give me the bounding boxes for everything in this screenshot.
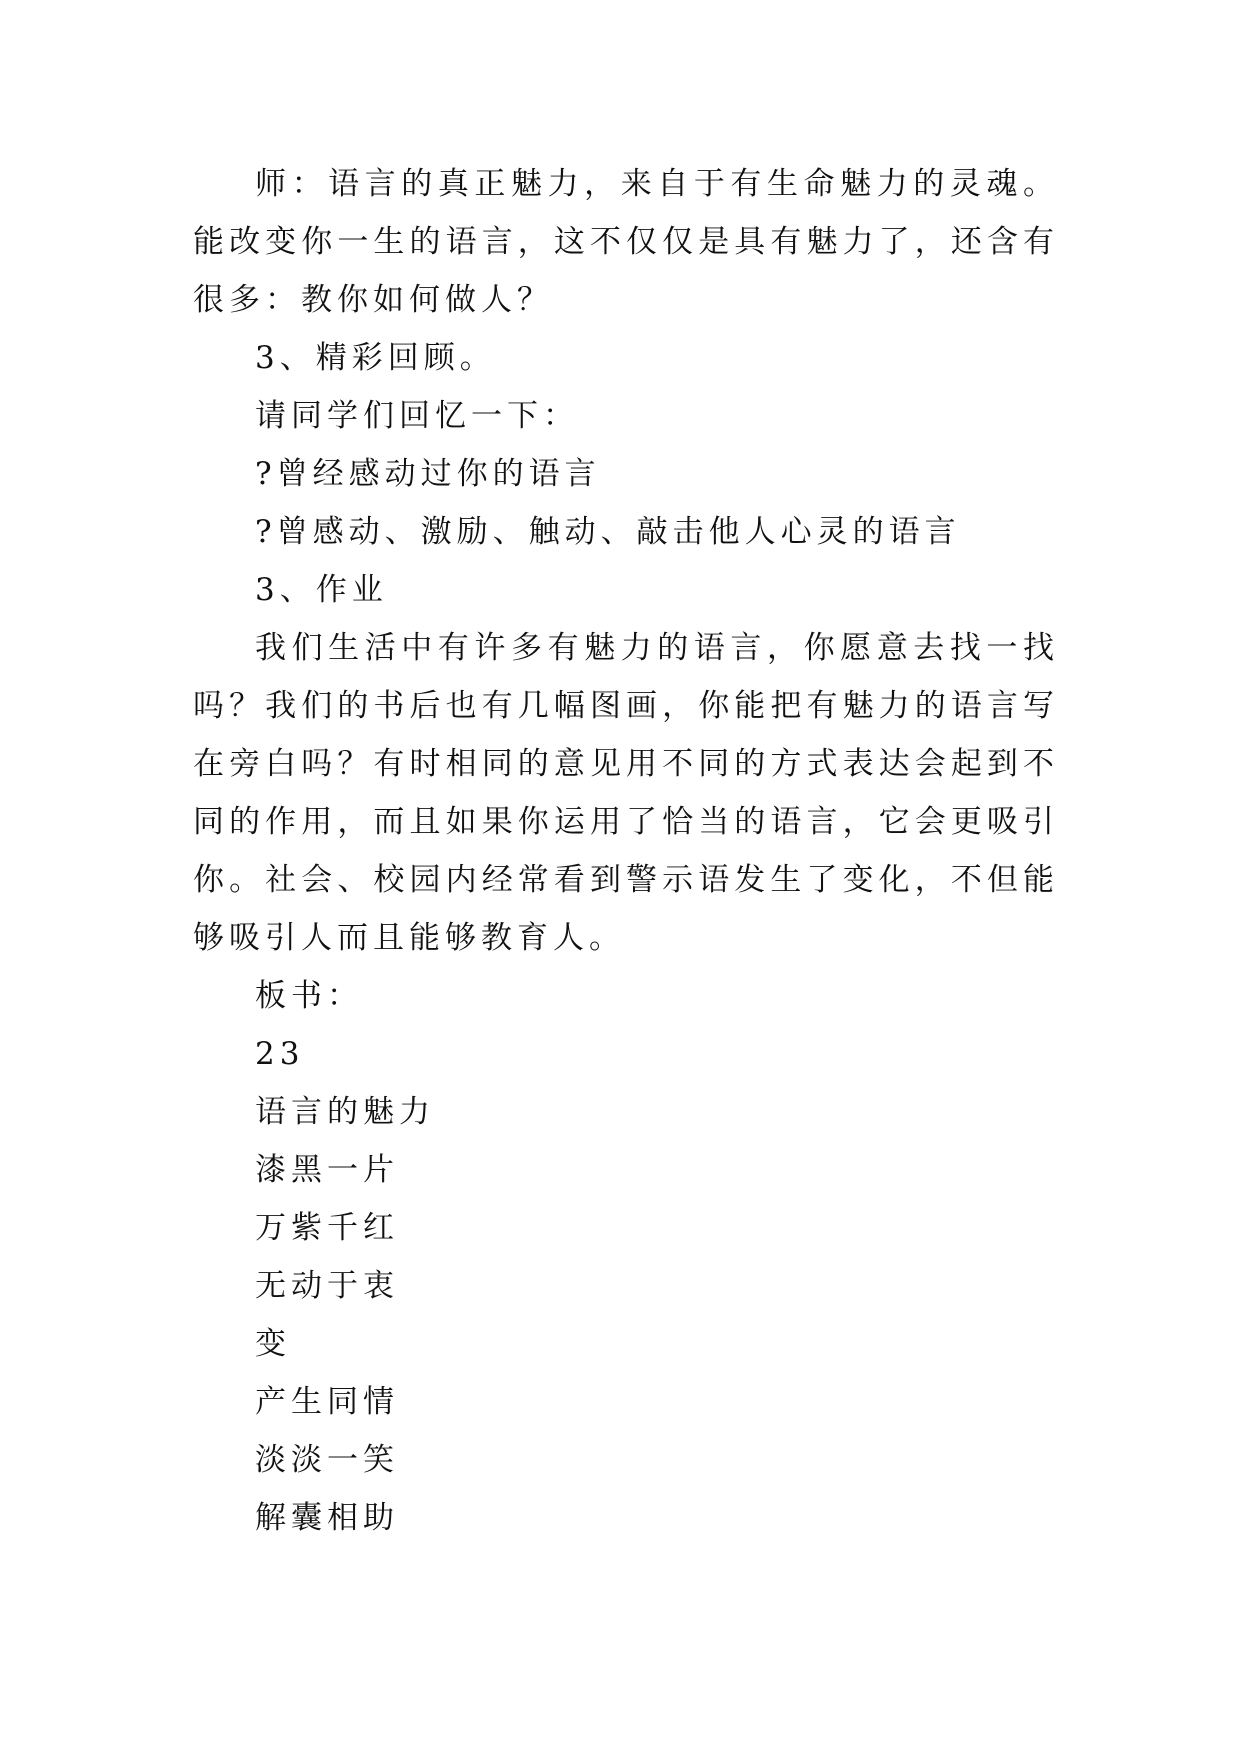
teacher-paragraph: 师：语言的真正魅力，来自于有生命魅力的灵魂。能改变你一生的语言，这不仅仅是具有魅力了，还含有很多：教你如何做人？	[193, 166, 1059, 318]
recall-prompt: 请同学们回忆一下：	[255, 398, 579, 434]
board-line: 淡淡一笑	[255, 1442, 399, 1478]
board-line: 解囊相助	[255, 1500, 399, 1536]
section-homework-heading: 3、作业	[255, 572, 388, 608]
bullet-item: ?曾经感动过你的语言	[255, 456, 601, 492]
board-line: 万紫千红	[255, 1210, 399, 1246]
board-label: 板书：	[255, 978, 363, 1014]
board-line: 无动于衷	[255, 1268, 399, 1304]
board-line: 产生同情	[255, 1384, 399, 1420]
board-line: 漆黑一片	[255, 1152, 399, 1188]
board-line: 23	[255, 1036, 305, 1072]
board-line: 语言的魅力	[255, 1094, 435, 1130]
section-review-heading: 3、精彩回顾。	[255, 340, 496, 376]
homework-paragraph: 我们生活中有许多有魅力的语言，你愿意去找一找吗？我们的书后也有几幅图画，你能把有魅力的语言写在旁白吗？有时相同的意见用不同的方式表达会起到不同的作用，而且如果你运用了恰当的语言，它会更吸引你。社会、校园内经常看到警示语发生了变化，不但能够吸引人而且能够教育人。	[193, 630, 1059, 956]
document-body	[193, 155, 1059, 1547]
bullet-item: ?曾感动、激励、触动、敲击他人心灵的语言	[255, 514, 961, 550]
board-line: 变	[255, 1326, 291, 1362]
